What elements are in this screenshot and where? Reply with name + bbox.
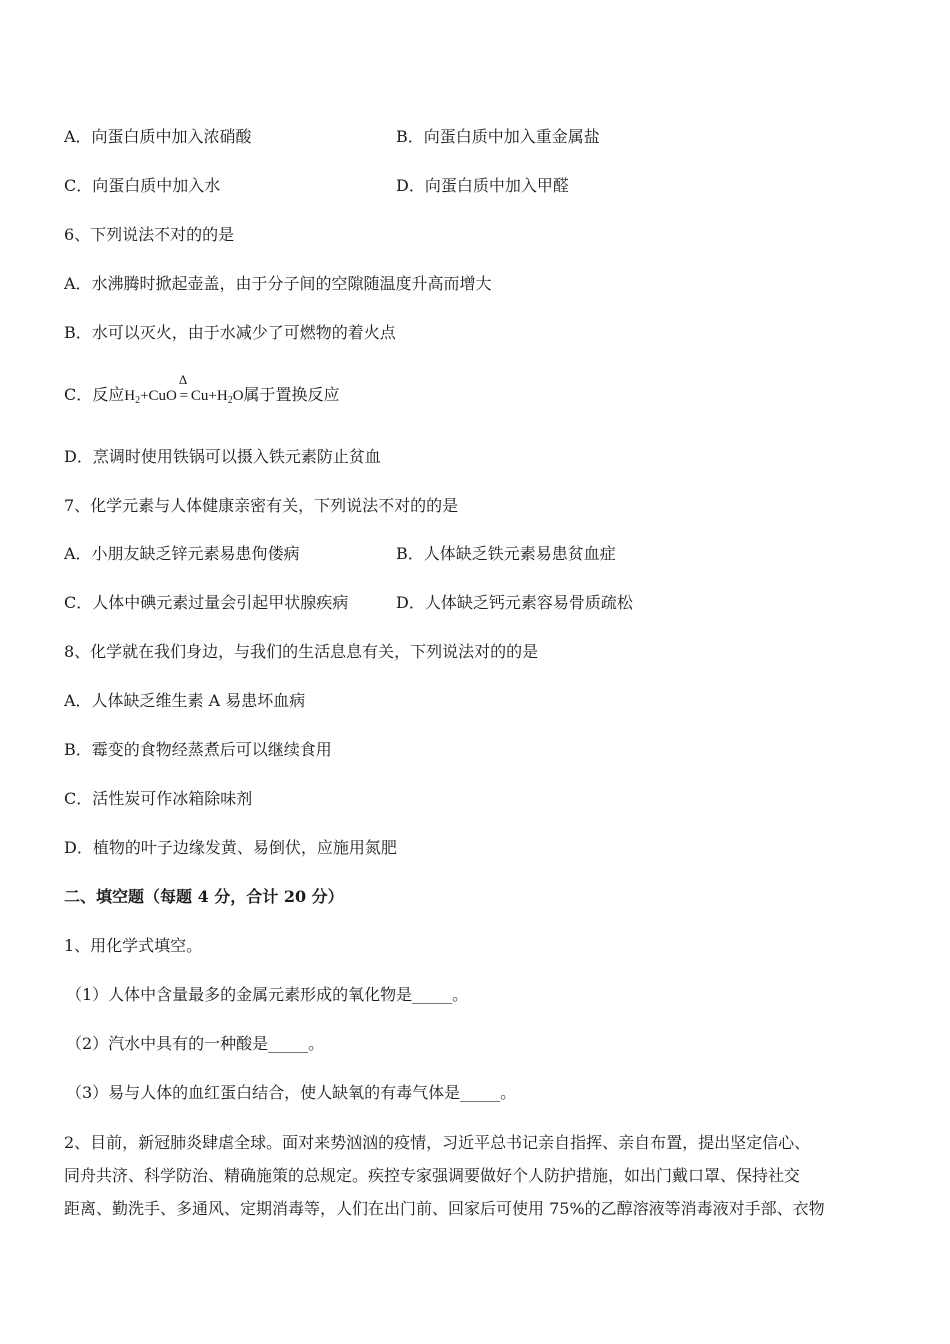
q5-option-d: D．向蛋白质中加入甲醛 [396, 176, 569, 195]
q6-option-c-prefix: C．反应 [64, 385, 125, 404]
fill2-line: 距离、勤洗手、多通风、定期消毒等，人们在出门前、回家后可使用 75%的乙醇溶液等消毒液对手部、衣物 [64, 1199, 825, 1218]
delta-symbol: Δ [178, 372, 188, 387]
q8-stem: 8、化学就在我们身边，与我们的生活息息有关，下列说法对的的是 [64, 642, 539, 661]
q8-option-c: C．活性炭可作冰箱除味剂 [64, 789, 253, 808]
equals-sign: = [179, 388, 189, 404]
q6-option-c [64, 372, 340, 412]
eq-o: O [232, 388, 244, 404]
fill2-line: 同舟共济、科学防治、精确施策的总规定。疾控专家强调要做好个人防护措施，如出门戴口罩、保持社交 [64, 1166, 801, 1185]
fill2-paragraph [64, 1126, 894, 1225]
q5-option-b: B．向蛋白质中加入重金属盐 [396, 127, 600, 146]
q8-option-d: D．植物的叶子边缘发黄、易倒伏，应施用氮肥 [64, 838, 397, 857]
section-heading: 二、填空题（每题 4 分，合计 20 分） [64, 887, 344, 906]
fill1-part2: （2）汽水中具有的一种酸是_____。 [66, 1034, 325, 1053]
q7-option-b: B．人体缺乏铁元素易患贫血症 [396, 544, 616, 563]
fill2-line: 2、目前，新冠肺炎肆虐全球。面对来势汹汹的疫情，习近平总书记亲自指挥、亲自布置，提出坚定信心、 [64, 1133, 811, 1152]
q7-stem: 7、化学元素与人体健康亲密有关，下列说法不对的的是 [64, 496, 459, 515]
eq-cu-h: Cu+H [190, 388, 228, 404]
q7-option-a: A．小朋友缺乏锌元素易患佝偻病 [64, 544, 300, 563]
q6-option-b: B．水可以灭火，由于水减少了可燃物的着火点 [64, 323, 396, 342]
q6-option-a: A．水沸腾时掀起壶盖，由于分子间的空隙随温度升高而增大 [64, 274, 492, 293]
q8-option-a: A．人体缺乏维生素 A 易患坏血病 [64, 691, 306, 710]
fill1-part3: （3）易与人体的血红蛋白结合，使人缺氧的有毒气体是_____。 [66, 1083, 517, 1102]
fill1-stem: 1、用化学式填空。 [64, 936, 203, 955]
eq-cuo: +CuO [140, 388, 177, 404]
chemical-equation [124, 372, 244, 406]
q5-option-a: A．向蛋白质中加入浓硝酸 [64, 127, 252, 146]
eq-h: H [124, 388, 136, 404]
q7-option-d: D．人体缺乏钙元素容易骨质疏松 [396, 593, 633, 612]
fill1-part1: （1）人体中含量最多的金属元素形成的氧化物是_____。 [66, 985, 469, 1004]
heat-equals-sign [177, 372, 191, 407]
q6-option-c-suffix: 属于置换反应 [243, 385, 340, 404]
q6-option-d: D．烹调时使用铁锅可以摄入铁元素防止贫血 [64, 447, 381, 466]
q5-option-c: C．向蛋白质中加入水 [64, 176, 221, 195]
eq-h2o-sub: 2 [227, 395, 233, 406]
eq-h-sub: 2 [135, 395, 141, 406]
q7-option-c: C．人体中碘元素过量会引起甲状腺疾病 [64, 593, 349, 612]
q6-stem: 6、下列说法不对的的是 [64, 225, 235, 244]
q8-option-b: B．霉变的食物经蒸煮后可以继续食用 [64, 740, 332, 759]
